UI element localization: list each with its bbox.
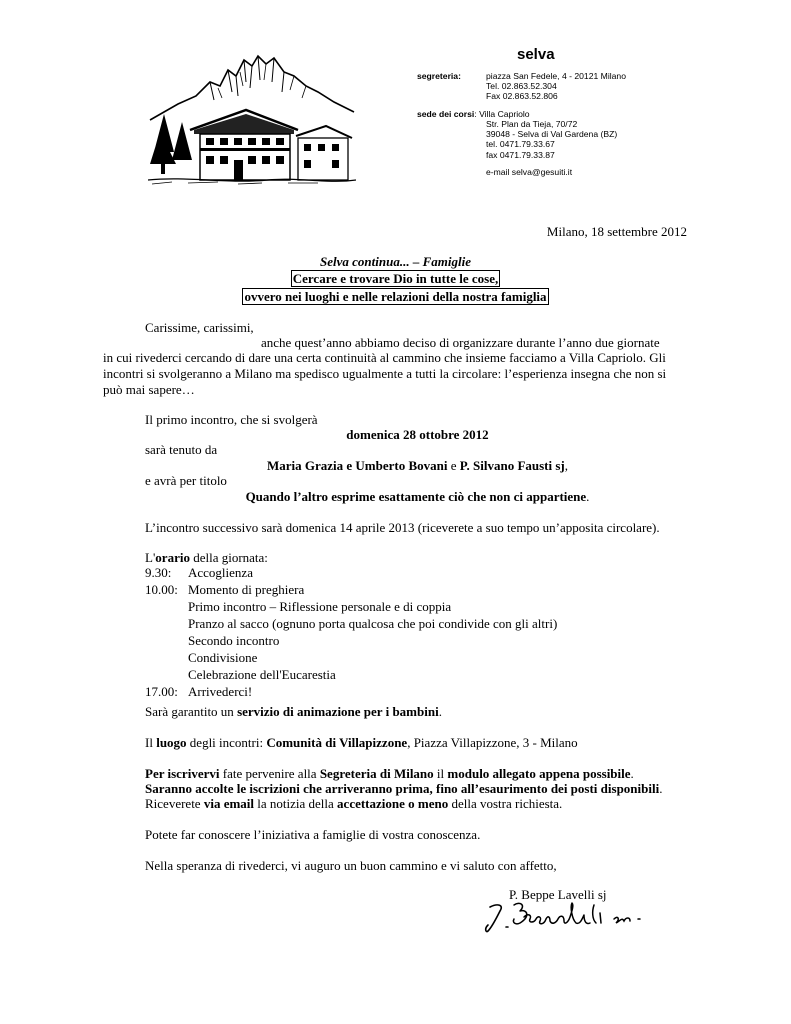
children-bold: servizio di animazione per i bambini	[237, 704, 439, 719]
letter-date: Milano, 18 settembre 2012	[546, 224, 687, 239]
first-meeting-intro: Il primo incontro, che si svolgerà	[145, 412, 318, 427]
children-service	[145, 703, 442, 720]
segreteria-label: segreteria:	[417, 71, 461, 81]
speaker-conjunction: e	[450, 458, 457, 473]
speaker-couple: Maria Grazia e Umberto Bovani	[266, 458, 448, 473]
sede-line: 39048 - Selva di Val Gardena (BZ)	[486, 129, 618, 140]
sede-line: Villa Capriolo	[479, 109, 530, 119]
segreteria-fax: Fax 02.863.52.806	[486, 91, 558, 102]
segreteria-tel: Tel. 02.863.52.304	[486, 81, 557, 92]
title-block	[0, 253, 791, 305]
share-note: Potete far conoscere l’iniziativa a famiglie di vostra conoscenza.	[145, 827, 481, 842]
schedule-text: Momento di preghiera	[188, 582, 305, 597]
schedule-row	[145, 581, 557, 598]
children-pre: Sarà garantito un	[145, 704, 238, 719]
sede-address	[486, 119, 617, 160]
schedule-heading-bold: orario	[155, 550, 190, 565]
schedule-row	[145, 649, 557, 666]
sede-line: Str. Plan da Tieja, 70/72	[486, 119, 578, 129]
held-by-label: sarà tenuto da	[145, 442, 218, 457]
meeting-place	[145, 734, 578, 751]
intro-line: in cui rivederci cercando di dare una certa continuità al cammino che insieme facciamo a Villa Capriolo. Gli	[103, 350, 666, 365]
intro-line: può mai sapere…	[103, 382, 195, 397]
schedule-time: 10.00:	[145, 582, 178, 597]
first-meeting-date: domenica 28 ottobre 2012	[346, 427, 489, 442]
talk-title	[0, 488, 791, 505]
schedule-row	[145, 598, 557, 615]
place-label: luogo	[156, 735, 187, 750]
schedule-text: Secondo incontro	[188, 633, 280, 648]
schedule-text: Arrivederci!	[188, 684, 253, 699]
title-series: Selva continua... – Famiglie	[320, 254, 471, 269]
schedule-heading-pre: L'	[145, 550, 156, 565]
signup-bold: Saranno accolte le iscrizioni che arriveranno prima, fino all’esaurimento dei posti disponibili	[145, 781, 660, 796]
schedule-text: Celebrazione dell'Eucarestia	[188, 667, 336, 682]
children-post: .	[438, 704, 442, 719]
signup-bold: Per iscrivervi	[145, 766, 220, 781]
title-intro-label: e avrà per titolo	[145, 473, 227, 488]
schedule-text: Primo incontro – Riflessione personale e di coppia	[188, 599, 452, 614]
schedule-text: Pranzo al sacco (ognuno porta qualcosa che poi condivide con gli altri)	[188, 616, 558, 631]
place-address: , Piazza Villapizzone, 3 - Milano	[407, 735, 578, 750]
schedule-list	[145, 564, 557, 700]
signup-bold: Segreteria di Milano	[319, 766, 434, 781]
intro-line: incontri si svolgeranno a Milano ma spedisco ugualmente a tutti la circolare: l’esperienza insegna che non si	[103, 366, 667, 381]
signup-bold: modulo allegato appena possibile	[447, 766, 631, 781]
next-meeting: L’incontro successivo sarà domenica 14 aprile 2013 (riceverete a suo tempo un’apposita circolare).	[145, 520, 660, 535]
signup-text: .	[659, 781, 663, 796]
closing: Nella speranza di rivederci, vi auguro un buon cammino e vi saluto con affetto,	[145, 858, 557, 873]
talk-title-text: Quando l’altro esprime esattamente ciò che non ci appartiene	[245, 489, 587, 504]
signup-text: Riceverete	[145, 796, 204, 811]
place-mid: degli incontri:	[186, 735, 267, 750]
place-name: Comunità di Villapizzone	[266, 735, 408, 750]
schedule-time: 17.00:	[145, 684, 178, 699]
segreteria-address	[486, 71, 626, 102]
signup-bold: accettazione o meno	[337, 796, 449, 811]
alpine-chalet-illustration	[148, 52, 356, 185]
greeting: Carissime, carissimi,	[145, 320, 254, 335]
signup-text: la notizia della	[254, 796, 338, 811]
signup-bold: via email	[203, 796, 255, 811]
signer-name: P. Beppe Lavelli sj	[509, 887, 607, 902]
sede-fax: fax 0471.79.33.87	[486, 149, 555, 160]
speakers	[0, 457, 791, 474]
schedule-row	[145, 666, 557, 683]
speaker-priest: P. Silvano Fausti sj	[459, 458, 565, 473]
title-main: Cercare e trovare Dio in tutte le cose,	[292, 271, 499, 286]
schedule-time: 9.30:	[145, 565, 172, 580]
signup-text: della vostra richiesta.	[448, 796, 563, 811]
schedule-text: Accoglienza	[188, 565, 253, 580]
signup-text: il	[433, 766, 448, 781]
schedule-heading-post: della giornata:	[189, 550, 268, 565]
talk-title-period: .	[586, 489, 590, 504]
intro-line: anche quest’anno abbiamo deciso di organizzare durante l’anno due giornate	[261, 335, 660, 350]
schedule-text: Condivisione	[188, 650, 258, 665]
sede-block: sede dei corsi: Villa Capriolo	[417, 109, 530, 119]
title-subtitle: ovvero nei luoghi e nelle relazioni della nostra famiglia	[244, 289, 547, 304]
sede-tel: tel. 0471.79.33.67	[486, 139, 555, 150]
speaker-comma: ,	[564, 458, 569, 473]
schedule-row	[145, 564, 557, 581]
handwritten-signature	[484, 897, 652, 933]
signup-text: fate pervenire alla	[219, 766, 320, 781]
signup-line	[145, 795, 562, 812]
segreteria-line: piazza San Fedele, 4 - 20121 Milano	[486, 71, 626, 81]
schedule-row	[145, 632, 557, 649]
schedule-row	[145, 615, 557, 632]
schedule-row	[145, 683, 557, 700]
sede-label: sede dei corsi	[417, 109, 475, 119]
signup-text: .	[630, 766, 634, 781]
organization-name: selva	[517, 46, 555, 63]
place-pre: Il	[145, 735, 157, 750]
email-address: e-mail selva@gesuiti.it	[486, 167, 573, 177]
